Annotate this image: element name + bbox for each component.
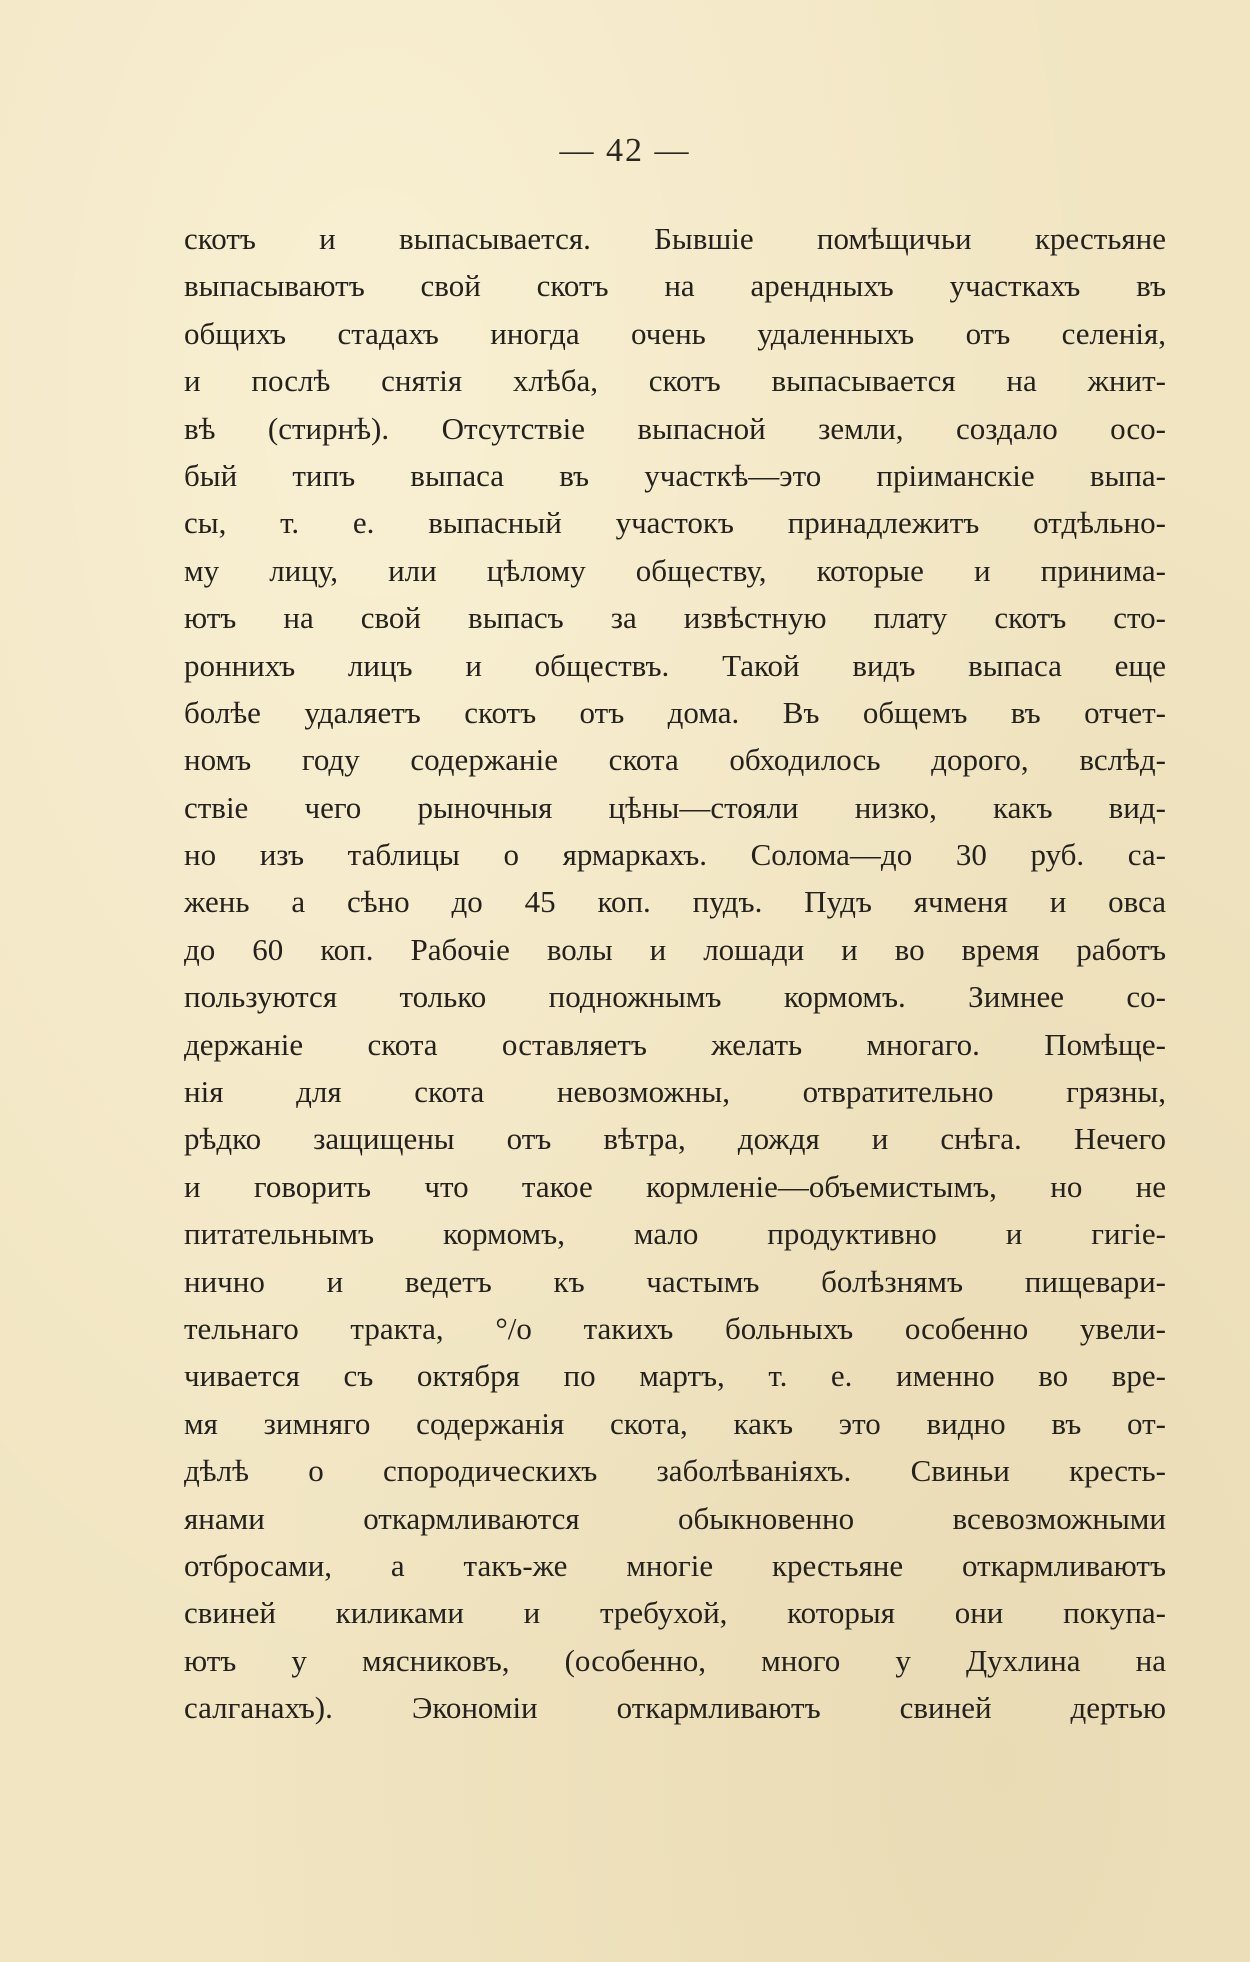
- text-line: болѣе удаляетъ скотъ отъ дома. Въ общемъ въ отчет-: [184, 694, 1166, 730]
- text-line: номъ году содержаніе скота обходилось дорого, вслѣд-: [184, 742, 1166, 778]
- text-line: чивается съ октября по мартъ, т. е. именно во вре-: [184, 1358, 1166, 1394]
- text-line: питательнымъ кормомъ, мало продуктивно и гигіе-: [184, 1216, 1166, 1252]
- text-line: дѣлѣ о спородическихъ заболѣваніяхъ. Свиньи кресть-: [184, 1453, 1166, 1489]
- text-line: мя зимняго содержанія скота, какъ это видно въ от-: [184, 1405, 1166, 1441]
- text-line: му лицу, или цѣлому обществу, которые и принима-: [184, 552, 1166, 588]
- text-line: скотъ и выпасывается. Бывшіе помѣщичьи крестьяне: [184, 221, 1166, 256]
- text-line: выпасываютъ свой скотъ на арендныхъ участкахъ въ: [184, 268, 1166, 304]
- text-line: до 60 коп. Рабочіе волы и лошади и во время работъ: [184, 931, 1166, 967]
- text-line: сы, т. е. выпасный участокъ принадлежитъ отдѣльно-: [184, 505, 1166, 541]
- text-line: нія для скота невозможны, отвратительно грязны,: [184, 1074, 1166, 1110]
- text-line: рѣдко защищены отъ вѣтра, дождя и снѣга. Нечего: [184, 1121, 1166, 1157]
- text-line: янами откармливаются обыкновенно всевозможными: [184, 1500, 1166, 1536]
- text-line: жень а сѣно до 45 коп. пудъ. Пудъ ячменя и овса: [184, 884, 1166, 920]
- text-line: но изъ таблицы о ярмаркахъ. Солома—до 30 руб. са-: [184, 837, 1166, 873]
- text-line: и послѣ снятія хлѣба, скотъ выпасывается на жнит-: [184, 363, 1166, 399]
- text-line: вѣ (стирнѣ). Отсутствіе выпасной земли, создало осо-: [184, 410, 1166, 446]
- text-line: свиней киликами и требухой, которыя они покупа-: [184, 1595, 1166, 1631]
- text-line: пользуются только подножнымъ кормомъ. Зимнее со-: [184, 979, 1166, 1015]
- text-line: общихъ стадахъ иногда очень удаленныхъ отъ селенія,: [184, 315, 1166, 351]
- text-line: отбросами, а такъ-же многіе крестьяне откармливаютъ: [184, 1547, 1166, 1583]
- text-line: ютъ на свой выпасъ за извѣстную плату скотъ сто-: [184, 600, 1166, 636]
- page-number: — 42 —: [559, 132, 691, 169]
- text-line: ютъ у мясниковъ, (особенно, много у Духлина на: [184, 1642, 1166, 1678]
- text-line: салганахъ). Экономіи откармливаютъ свиней дертью: [184, 1690, 1166, 1726]
- text-line: ствіе чего рыночныя цѣны—стояли низко, какъ вид-: [184, 789, 1166, 825]
- body-text: [184, 215, 1166, 1732]
- text-line: бый типъ выпаса въ участкѣ—это пріиманскіе выпа-: [184, 457, 1166, 493]
- text-line: тельнаго тракта, °/о такихъ больныхъ особенно увели-: [184, 1310, 1166, 1346]
- text-line: держаніе скота оставляетъ желать многаго. Помѣще-: [184, 1026, 1166, 1062]
- text-line: роннихъ лицъ и обществъ. Такой видъ выпаса еще: [184, 647, 1166, 683]
- text-line: и говорить что такое кормленіе—объемистымъ, но не: [184, 1168, 1166, 1204]
- text-line: нично и ведетъ къ частымъ болѣзнямъ пищевари-: [184, 1263, 1166, 1299]
